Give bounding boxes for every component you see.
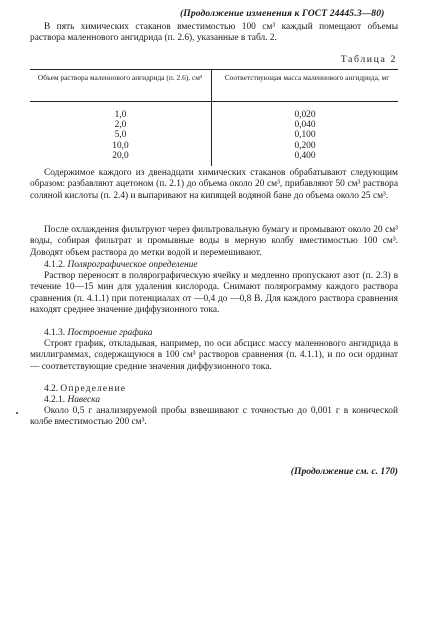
intro-paragraph: В пять химических стаканов вместимостью 100 см³ каждый помещают объемы раствора маленнового ангидрида (п. 2.6), указанные в табл. 2. <box>30 22 398 44</box>
paragraph-treatment: Содержимое каждого из двенадцати химических стаканов обрабатывают следующим образом: разбавляют ацетоном (п. 2.1) до объема около 20 см³, прибавляют 50 см³ раствора соляной кислоты (п. 2.4) и выпаривают на кипящей водяной бане до объема около 25 см³. <box>30 168 398 201</box>
section-4-1-3-text: Строят график, откладывая, например, по оси абсцисс массу маленнового ангидрида в миллиграммах, содержащуюся в 100 см³ растворов сравнения (п. 4.1.1), и по оси ординат — соответствующие средние значения диффузионного тока. <box>30 339 398 372</box>
table-cell: 2,0 <box>114 120 127 131</box>
section-title: Определение <box>60 384 127 394</box>
table-header-rule <box>30 101 398 102</box>
section-title: Навеска <box>67 395 101 405</box>
section-4-2-1-heading <box>30 395 398 406</box>
table-column-mass <box>212 110 398 161</box>
table-cell: 0,400 <box>294 150 316 161</box>
stray-mark <box>16 412 18 414</box>
section-4-1-3-heading <box>30 328 398 339</box>
table-cell: 0,040 <box>294 120 316 131</box>
table-caption: Таблица 2 <box>340 54 397 65</box>
page-header: (Продолжение изменения к ГОСТ 24445.3—80) <box>180 8 385 19</box>
page-footer: (Продолжение см. с. 170) <box>290 466 398 477</box>
table-cell: 10,0 <box>112 140 129 151</box>
section-4-1-2-text: Раствор переносят в полярографическую ячейку и медленно пропускают азот (п. 2.3) в течение 10—15 мин для удаления кислорода. Снимают полярограмму каждого раствора сравнения (п. 4.1.1) при потенциалах от —0,4 до —0,8 В. Для каждого раствора сравнения находят среднее значение диффузионного тока. <box>30 271 398 315</box>
table-cell: 0,100 <box>294 130 316 141</box>
section-title: Полярографическое определение <box>67 260 198 270</box>
paragraph-filtration: После охлаждения фильтруют через фильтровальную бумагу и промывают около 20 см³ воды, собирая фильтрат и промывные воды в мерную колбу вместимостью 100 см³. Доводят объем раствора до метки водой и перемешивают. <box>30 225 398 258</box>
table-cell: 0,200 <box>294 140 316 151</box>
section-number: 4.2.1. <box>44 395 66 405</box>
section-number: 4.1.2. <box>44 260 66 270</box>
section-number: 4.2. <box>44 384 59 394</box>
table-cell: 5,0 <box>114 130 127 141</box>
table-column-header-mass: Соответствующая масса маленнового ангидрида, мг <box>224 73 390 82</box>
section-4-2-1-text: Около 0,5 г анализируемой пробы взвешивают с точностью до 0,001 г в конической колбе вместимостью 200 см³. <box>30 406 398 428</box>
table-cell: 1,0 <box>114 110 127 120</box>
table-cell: 20,0 <box>112 150 129 161</box>
section-4-2-heading <box>30 384 398 395</box>
table-column-volume <box>30 110 211 161</box>
table-top-rule <box>30 69 398 70</box>
table-cell: 0,020 <box>294 110 316 120</box>
section-4-1-2-heading <box>30 260 398 271</box>
table-column-header-volume: Объем раствора маленнового ангидрида (п. 2.6), см³ <box>37 73 203 82</box>
section-number: 4.1.3. <box>44 328 66 338</box>
section-title: Построение графика <box>67 328 153 338</box>
